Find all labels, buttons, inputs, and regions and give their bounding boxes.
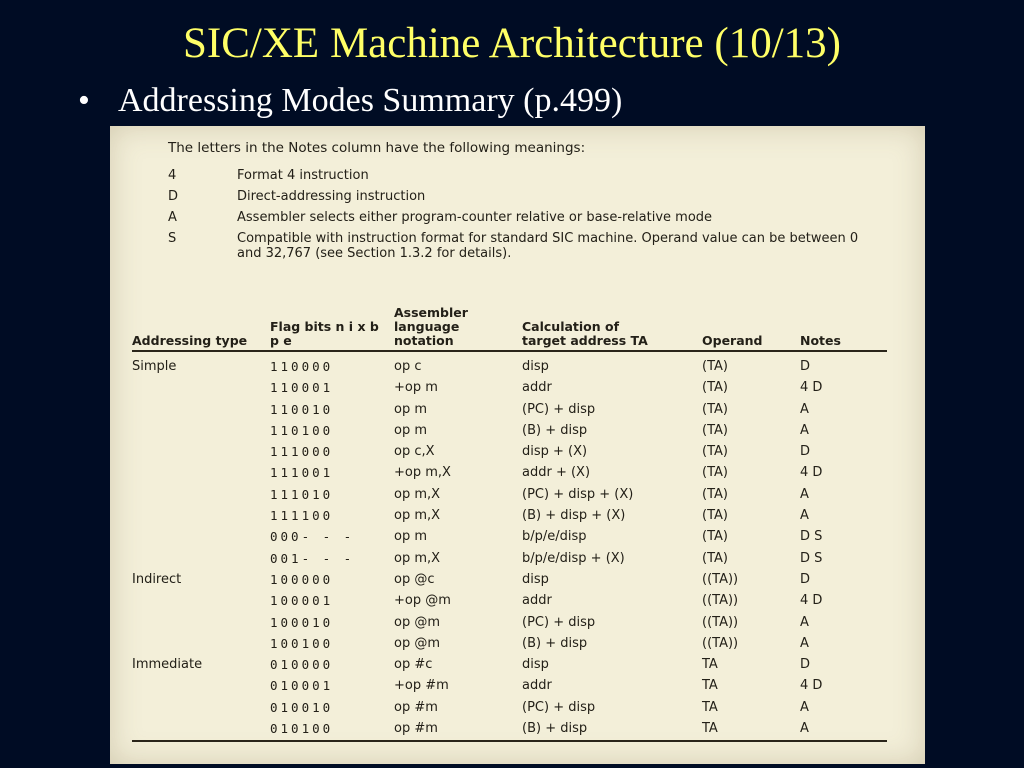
cell-flag-bits: 001- - - bbox=[270, 550, 355, 566]
slide-title: SIC/XE Machine Architecture (10/13) bbox=[183, 20, 841, 67]
notes-key-item bbox=[168, 189, 868, 204]
cell-calculation: addr bbox=[522, 678, 552, 694]
cell-notation: +op m,X bbox=[394, 465, 451, 481]
notes-intro: The letters in the Notes column have the following meanings: bbox=[168, 140, 586, 156]
cell-flag-bits: 100000 bbox=[270, 571, 334, 587]
table-row bbox=[132, 569, 887, 590]
table-row bbox=[132, 399, 887, 420]
table-body bbox=[132, 356, 887, 739]
cell-notes: A bbox=[800, 614, 809, 630]
cell-notes: 4 D bbox=[800, 465, 823, 481]
table-row bbox=[132, 356, 887, 377]
bullet-item bbox=[78, 80, 622, 122]
cell-notes: D bbox=[800, 359, 811, 374]
cell-notation: op m bbox=[394, 401, 428, 417]
cell-calculation: addr + (X) bbox=[522, 465, 591, 481]
bullet-marker: • bbox=[78, 82, 90, 119]
cell-operand: ((TA)) bbox=[702, 593, 739, 609]
cell-calculation: (PC) + disp bbox=[522, 401, 596, 417]
header-calculation: Calculation of target address TA bbox=[522, 319, 648, 348]
header-notation: Assembler language notation bbox=[394, 305, 468, 348]
table-row bbox=[132, 612, 887, 633]
cell-notation: op @c bbox=[394, 571, 435, 587]
cell-addressing-type: Indirect bbox=[132, 571, 182, 587]
table-row bbox=[132, 590, 887, 611]
cell-notation: op #m bbox=[394, 721, 438, 737]
cell-notes: 4 D bbox=[800, 678, 823, 694]
header-flag-bits: Flag bits n i x b p e bbox=[270, 319, 379, 348]
cell-flag-bits: 010001 bbox=[270, 678, 334, 694]
table-row bbox=[132, 697, 887, 718]
cell-operand: ((TA)) bbox=[702, 571, 739, 587]
cell-calculation: (PC) + disp bbox=[522, 699, 596, 715]
notes-key-letter: D bbox=[168, 189, 179, 204]
table-row bbox=[132, 633, 887, 654]
cell-notation: op c,X bbox=[394, 444, 435, 460]
cell-calculation: (B) + disp bbox=[522, 422, 588, 438]
cell-flag-bits: 010000 bbox=[270, 657, 334, 673]
header-notes: Notes bbox=[800, 333, 841, 348]
table-header bbox=[132, 306, 887, 348]
notes-key-letter: 4 bbox=[168, 168, 177, 183]
cell-operand: ((TA)) bbox=[702, 614, 739, 630]
cell-operand: (TA) bbox=[702, 508, 728, 524]
cell-operand: (TA) bbox=[702, 465, 728, 481]
cell-calculation: disp bbox=[522, 359, 549, 374]
cell-operand: TA bbox=[702, 699, 718, 715]
cell-operand: (TA) bbox=[702, 444, 728, 460]
cell-flag-bits: 000- - - bbox=[270, 529, 355, 545]
cell-calculation: (B) + disp bbox=[522, 721, 588, 737]
cell-flag-bits: 100100 bbox=[270, 635, 334, 651]
cell-notes: D bbox=[800, 571, 811, 587]
cell-notes: D S bbox=[800, 550, 823, 566]
cell-notation: op @m bbox=[394, 635, 441, 651]
cell-operand: (TA) bbox=[702, 380, 728, 396]
cell-operand: (TA) bbox=[702, 359, 728, 374]
cell-notation: +op #m bbox=[394, 678, 449, 694]
table-row bbox=[132, 548, 887, 569]
cell-calculation: (PC) + disp bbox=[522, 614, 596, 630]
cell-operand: (TA) bbox=[702, 550, 728, 566]
scanned-table-image bbox=[110, 126, 925, 764]
cell-flag-bits: 100001 bbox=[270, 593, 334, 609]
cell-flag-bits: 111001 bbox=[270, 465, 334, 481]
cell-flag-bits: 111100 bbox=[270, 508, 334, 524]
notes-key-item bbox=[168, 210, 868, 225]
cell-calculation: addr bbox=[522, 380, 552, 396]
cell-notes: D bbox=[800, 657, 811, 673]
cell-notation: +op @m bbox=[394, 593, 451, 609]
table-rule-bottom bbox=[132, 740, 887, 742]
cell-operand: TA bbox=[702, 678, 718, 694]
cell-calculation: (B) + disp bbox=[522, 635, 588, 651]
notes-key-text: Assembler selects either program-counter relative or base-relative mode bbox=[237, 210, 713, 225]
table-row bbox=[132, 675, 887, 696]
cell-notes: A bbox=[800, 422, 809, 438]
cell-notation: op #m bbox=[394, 699, 438, 715]
notes-key-letter: A bbox=[168, 210, 177, 225]
cell-addressing-type: Simple bbox=[132, 359, 177, 374]
bullet-text: Addressing Modes Summary (p.499) bbox=[118, 82, 623, 119]
cell-flag-bits: 100010 bbox=[270, 614, 334, 630]
cell-notes: 4 D bbox=[800, 593, 823, 609]
cell-flag-bits: 110000 bbox=[270, 359, 334, 374]
cell-flag-bits: 110100 bbox=[270, 422, 334, 438]
cell-calculation: disp + (X) bbox=[522, 444, 588, 460]
notes-key-list bbox=[168, 168, 868, 267]
cell-notation: op m,X bbox=[394, 550, 441, 566]
cell-flag-bits: 110010 bbox=[270, 401, 334, 417]
table-row bbox=[132, 718, 887, 739]
header-operand: Operand bbox=[702, 333, 763, 348]
cell-calculation: disp bbox=[522, 571, 549, 587]
cell-operand: (TA) bbox=[702, 422, 728, 438]
cell-calculation: disp bbox=[522, 657, 549, 673]
cell-operand: ((TA)) bbox=[702, 635, 739, 651]
cell-notes: D bbox=[800, 444, 811, 460]
cell-calculation: b/p/e/disp bbox=[522, 529, 587, 545]
cell-notation: op m bbox=[394, 422, 428, 438]
cell-notation: op c bbox=[394, 359, 422, 374]
cell-notation: op m bbox=[394, 529, 428, 545]
table-row bbox=[132, 462, 887, 483]
table-row bbox=[132, 526, 887, 547]
cell-operand: TA bbox=[702, 657, 718, 673]
cell-notes: A bbox=[800, 635, 809, 651]
cell-calculation: (B) + disp + (X) bbox=[522, 508, 626, 524]
cell-flag-bits: 010100 bbox=[270, 721, 334, 737]
cell-flag-bits: 010010 bbox=[270, 699, 334, 715]
cell-notes: A bbox=[800, 721, 809, 737]
table-row bbox=[132, 484, 887, 505]
cell-flag-bits: 111000 bbox=[270, 444, 334, 460]
cell-calculation: addr bbox=[522, 593, 552, 609]
cell-operand: (TA) bbox=[702, 401, 728, 417]
table-row bbox=[132, 420, 887, 441]
notes-key-text: Format 4 instruction bbox=[237, 168, 369, 183]
table-row bbox=[132, 654, 887, 675]
cell-notes: A bbox=[800, 401, 809, 417]
cell-notes: A bbox=[800, 699, 809, 715]
table-row bbox=[132, 377, 887, 398]
cell-addressing-type: Immediate bbox=[132, 657, 203, 673]
cell-flag-bits: 110001 bbox=[270, 380, 334, 396]
cell-notation: +op m bbox=[394, 380, 438, 396]
cell-notation: op #c bbox=[394, 657, 433, 673]
cell-operand: (TA) bbox=[702, 486, 728, 502]
cell-notation: op m,X bbox=[394, 486, 441, 502]
notes-key-text: Direct-addressing instruction bbox=[237, 189, 426, 204]
cell-calculation: b/p/e/disp + (X) bbox=[522, 550, 625, 566]
cell-operand: (TA) bbox=[702, 529, 728, 545]
notes-key-item bbox=[168, 168, 868, 183]
cell-notes: A bbox=[800, 508, 809, 524]
cell-notation: op @m bbox=[394, 614, 441, 630]
header-addressing-type: Addressing type bbox=[132, 333, 248, 348]
cell-notes: A bbox=[800, 486, 809, 502]
cell-notation: op m,X bbox=[394, 508, 441, 524]
table-row bbox=[132, 505, 887, 526]
cell-calculation: (PC) + disp + (X) bbox=[522, 486, 634, 502]
notes-key-item bbox=[168, 231, 868, 261]
cell-flag-bits: 111010 bbox=[270, 486, 334, 502]
notes-key-text: Compatible with instruction format for standard SIC machine. Operand value can be between 0 and 32,767 (see Section 1.3.2 for details). bbox=[237, 231, 859, 261]
cell-notes: 4 D bbox=[800, 380, 823, 396]
table-rule-top bbox=[132, 350, 887, 352]
table-row bbox=[132, 441, 887, 462]
cell-operand: TA bbox=[702, 721, 718, 737]
cell-notes: D S bbox=[800, 529, 823, 545]
notes-key-letter: S bbox=[168, 231, 177, 246]
